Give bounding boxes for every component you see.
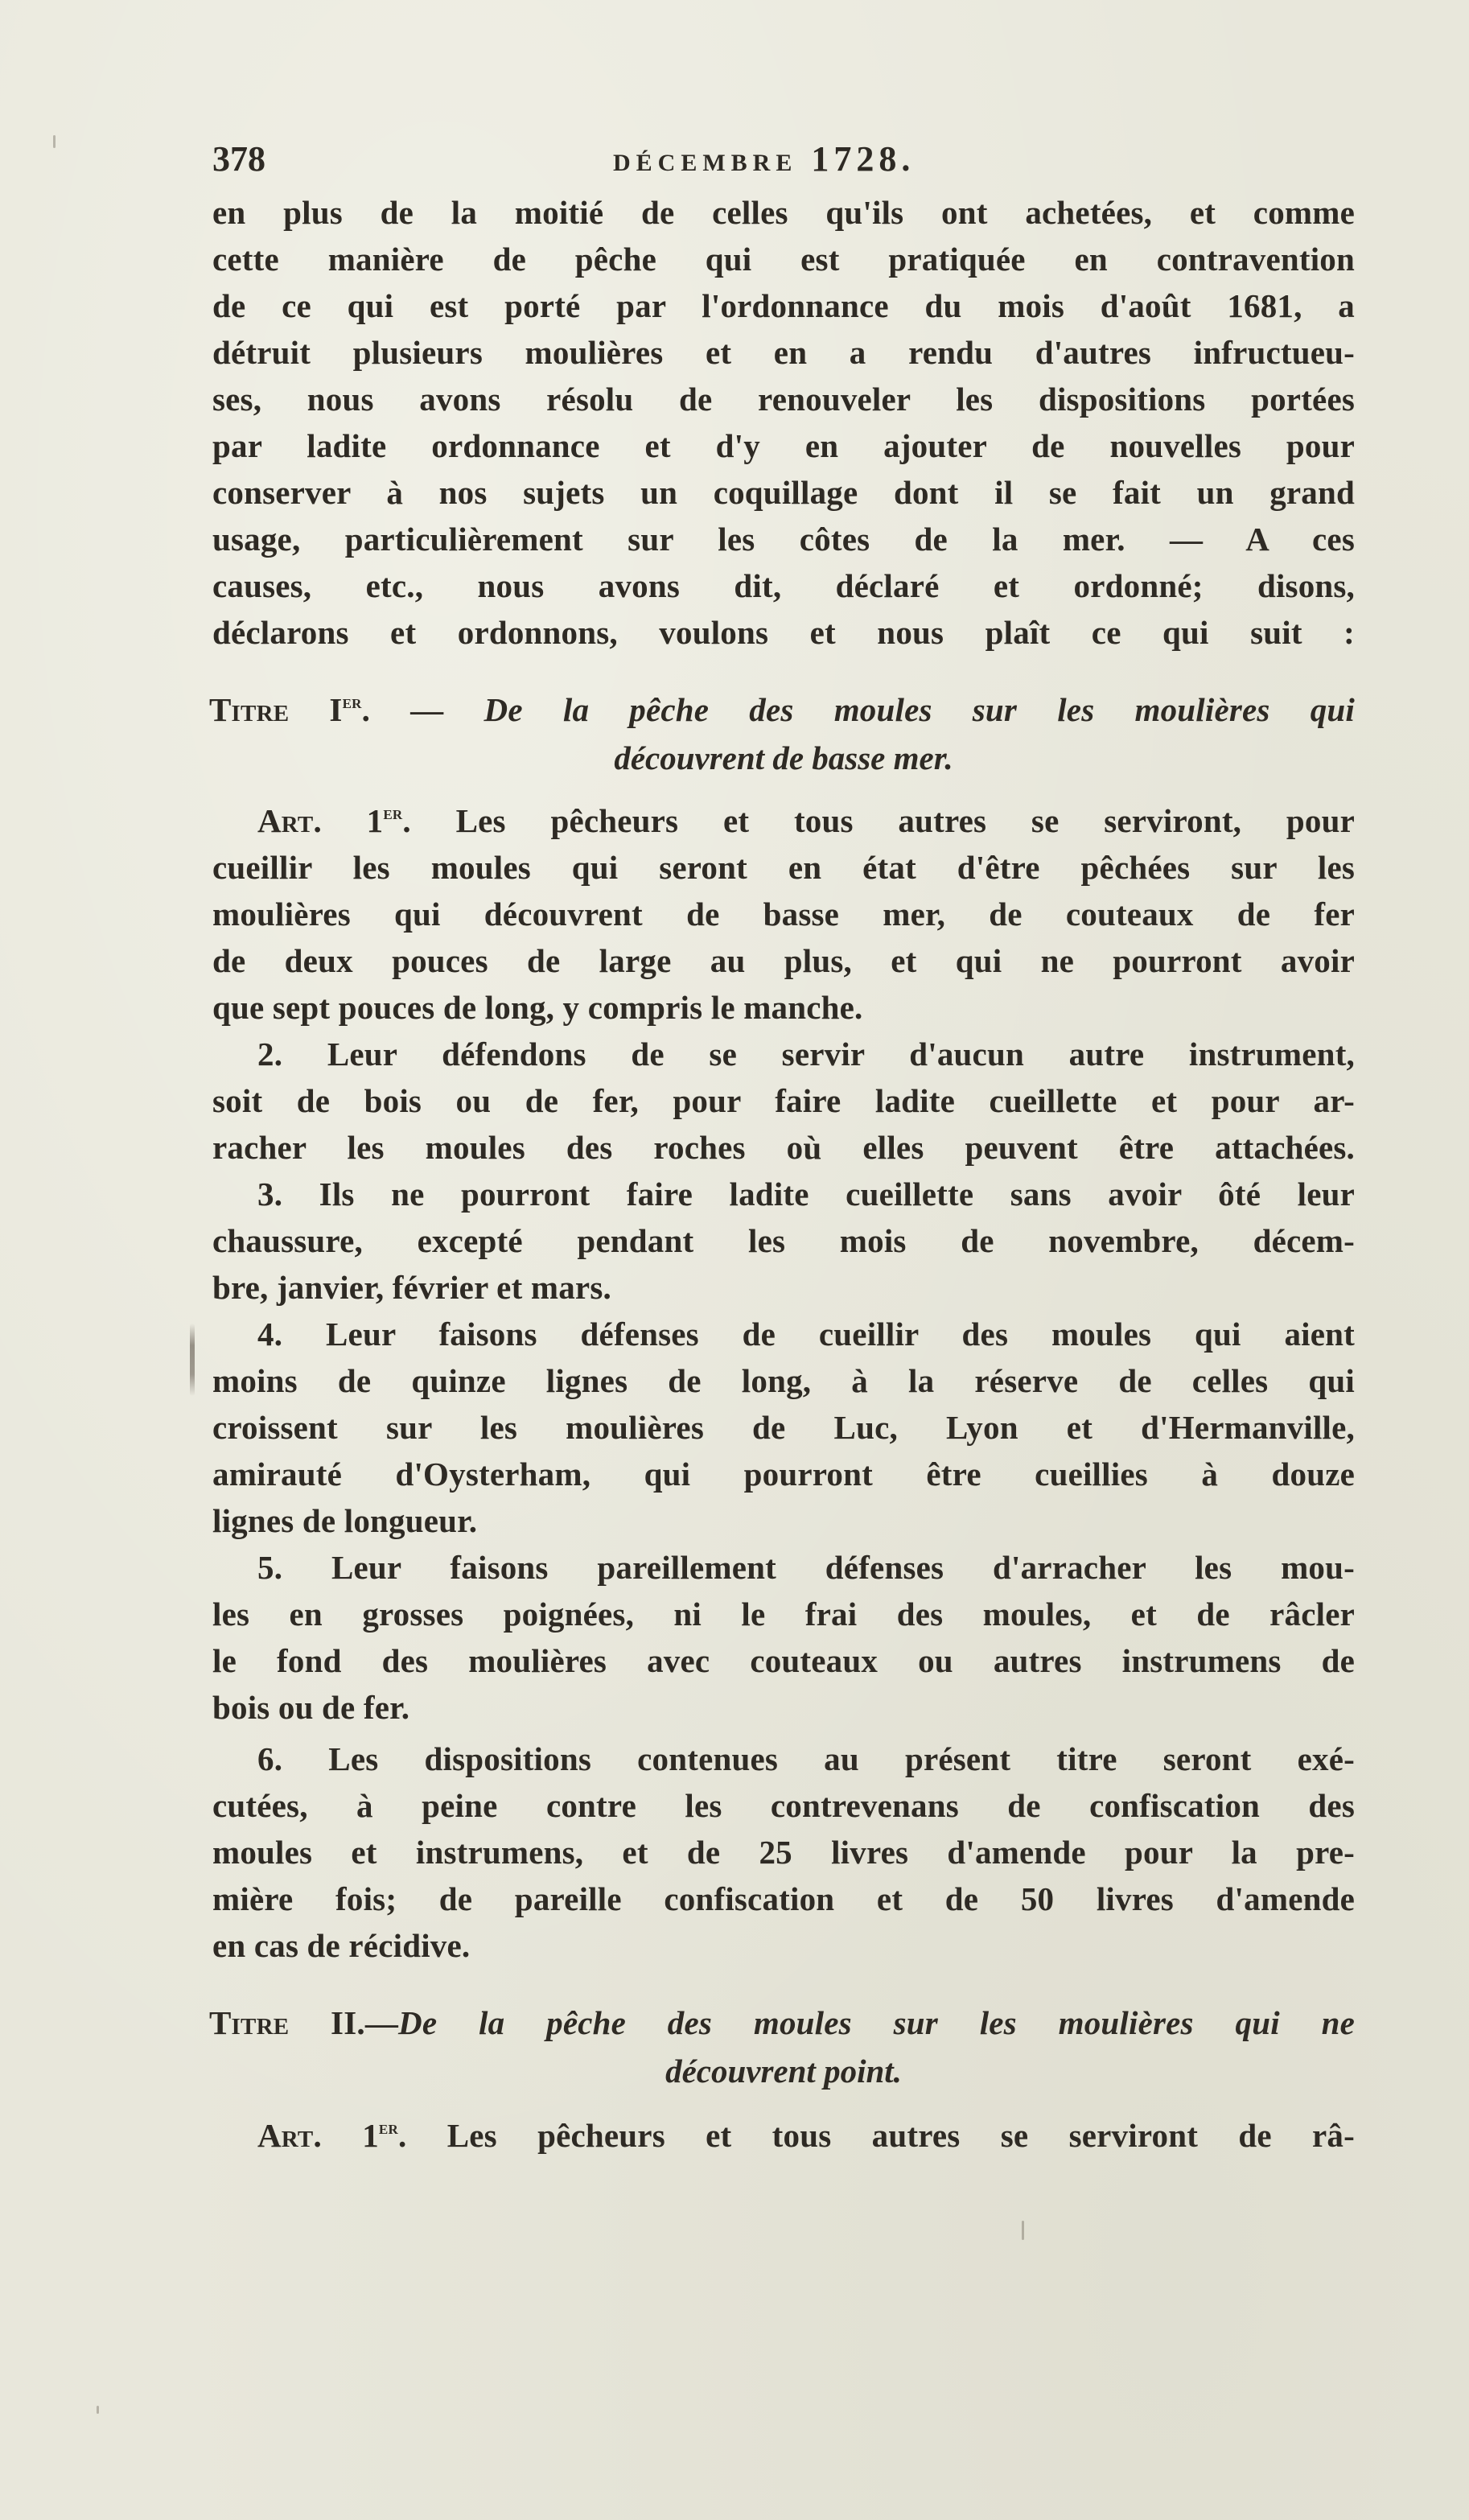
text-line: cutées, à peine contre les contrevenans de confiscation des bbox=[212, 1787, 1355, 1824]
text-line: ses, nous avons résolu de renouveler les dispositions portées bbox=[212, 381, 1355, 418]
text-line: bre, janvier, février et mars. bbox=[212, 1269, 611, 1306]
text-line: moins de quinze lignes de long, à la réserve de celles qui bbox=[212, 1362, 1355, 1399]
margin-pencil-mark bbox=[190, 1324, 195, 1396]
section-label bbox=[209, 691, 362, 728]
paper-speck bbox=[1022, 2221, 1024, 2240]
section-heading-line: découvrent de basse mer. bbox=[614, 739, 953, 776]
text-line: bois ou de fer. bbox=[212, 1689, 410, 1726]
text-line: moules et instrumens, et de 25 livres d'amende pour la pre- bbox=[212, 1834, 1355, 1871]
text-line: causes, etc., nous avons dit, déclaré et ordonné; disons, bbox=[212, 567, 1355, 604]
article-label-sup: er bbox=[383, 803, 403, 824]
text-line: les en grosses poignées, ni le frai des moules, et de râcler bbox=[212, 1596, 1355, 1633]
section-label: Titre II bbox=[209, 2004, 357, 2041]
text-line: le fond des moulières avec couteaux ou autres instrumens de bbox=[212, 1642, 1355, 1679]
running-head-year: 1728. bbox=[811, 139, 916, 179]
article-label bbox=[257, 2117, 398, 2154]
heading-dash: .— bbox=[356, 2004, 399, 2041]
text-line: croissent sur les moulières de Luc, Lyon et d'Hermanville, bbox=[212, 1409, 1355, 1446]
article-first-line bbox=[257, 2116, 1355, 2155]
article-label bbox=[257, 802, 402, 839]
article-first-line bbox=[257, 801, 1355, 840]
article-text: . Les pêcheurs et tous autres se serviront, pour bbox=[402, 802, 1355, 839]
text-line: lignes de longueur. bbox=[212, 1502, 478, 1539]
text-line: conserver à nos sujets un coquillage dont il se fait un grand bbox=[212, 474, 1355, 511]
text-line: cette manière de pêche qui est pratiquée en contravention bbox=[212, 241, 1355, 278]
text-line: chaussure, excepté pendant les mois de novembre, décem- bbox=[212, 1222, 1355, 1259]
text-line: en plus de la moitié de celles qu'ils ont achetées, et comme bbox=[212, 194, 1355, 231]
text-line: usage, particulièrement sur les côtes de la mer. — A ces bbox=[212, 521, 1355, 558]
text-line: de ce qui est porté par l'ordonnance du mois d'août 1681, a bbox=[212, 287, 1355, 324]
text-line: 6. Les dispositions contenues au présent titre seront exé- bbox=[257, 1740, 1355, 1777]
section-heading-line bbox=[209, 690, 1355, 729]
text-line: soit de bois ou de fer, pour faire ladite cueillette et pour ar- bbox=[212, 1082, 1355, 1119]
section-label-text: Titre I bbox=[209, 691, 343, 728]
text-line: racher les moules des roches où elles peuvent être attachées. bbox=[212, 1129, 1355, 1166]
text-line: 5. Leur faisons pareillement défenses d'arracher les mou- bbox=[257, 1549, 1355, 1586]
text-line: 2. Leur défendons de se servir d'aucun autre instrument, bbox=[257, 1036, 1355, 1073]
text-line: amirauté d'Oysterham, qui pourront être cueillies à douze bbox=[212, 1456, 1355, 1493]
article-label-sup: er bbox=[378, 2118, 398, 2139]
text-line: cueillir les moules qui seront en état d'être pêchées sur les bbox=[212, 849, 1355, 886]
page-number: 378 bbox=[212, 139, 265, 179]
paper-speck bbox=[97, 2406, 99, 2414]
section-heading-line bbox=[209, 2003, 1355, 2042]
text-line: par ladite ordonnance et d'y en ajouter de nouvelles pour bbox=[212, 427, 1355, 464]
text-line: 3. Ils ne pourront faire ladite cueillette sans avoir ôté leur bbox=[257, 1176, 1355, 1213]
section-heading-line: découvrent point. bbox=[665, 2053, 902, 2090]
text-line: en cas de récidive. bbox=[212, 1927, 471, 1964]
paper-speck bbox=[53, 135, 56, 148]
text-line: 4. Leur faisons défenses de cueillir des moules qui aient bbox=[257, 1316, 1355, 1353]
section-label-sup: er bbox=[342, 692, 362, 713]
text-line: moulières qui découvrent de basse mer, de couteaux de fer bbox=[212, 896, 1355, 933]
text-line: de deux pouces de large au plus, et qui ne pourront avoir bbox=[212, 942, 1355, 979]
running-head bbox=[613, 135, 915, 183]
article-label-text: Art. 1 bbox=[257, 802, 384, 839]
text-line: que sept pouces de long, y compris le manche. bbox=[212, 989, 863, 1026]
text-line: déclarons et ordonnons, voulons et nous plaît ce qui suit : bbox=[212, 614, 1355, 651]
article-text: . Les pêcheurs et tous autres se serviront de râ- bbox=[397, 2117, 1355, 2154]
text-line: mière fois; de pareille confiscation et de 50 livres d'amende bbox=[212, 1880, 1355, 1917]
section-heading-title: De la pêche des moules sur les moulières qui ne bbox=[398, 2004, 1355, 2041]
heading-dash: . — bbox=[361, 691, 484, 728]
running-head-month: DÉCEMBRE bbox=[613, 150, 798, 176]
article-label-text: Art. 1 bbox=[257, 2117, 379, 2154]
section-heading-title: De la pêche des moules sur les moulières qui bbox=[483, 691, 1355, 728]
text-line: détruit plusieurs moulières et en a rendu d'autres infructueu- bbox=[212, 334, 1355, 371]
